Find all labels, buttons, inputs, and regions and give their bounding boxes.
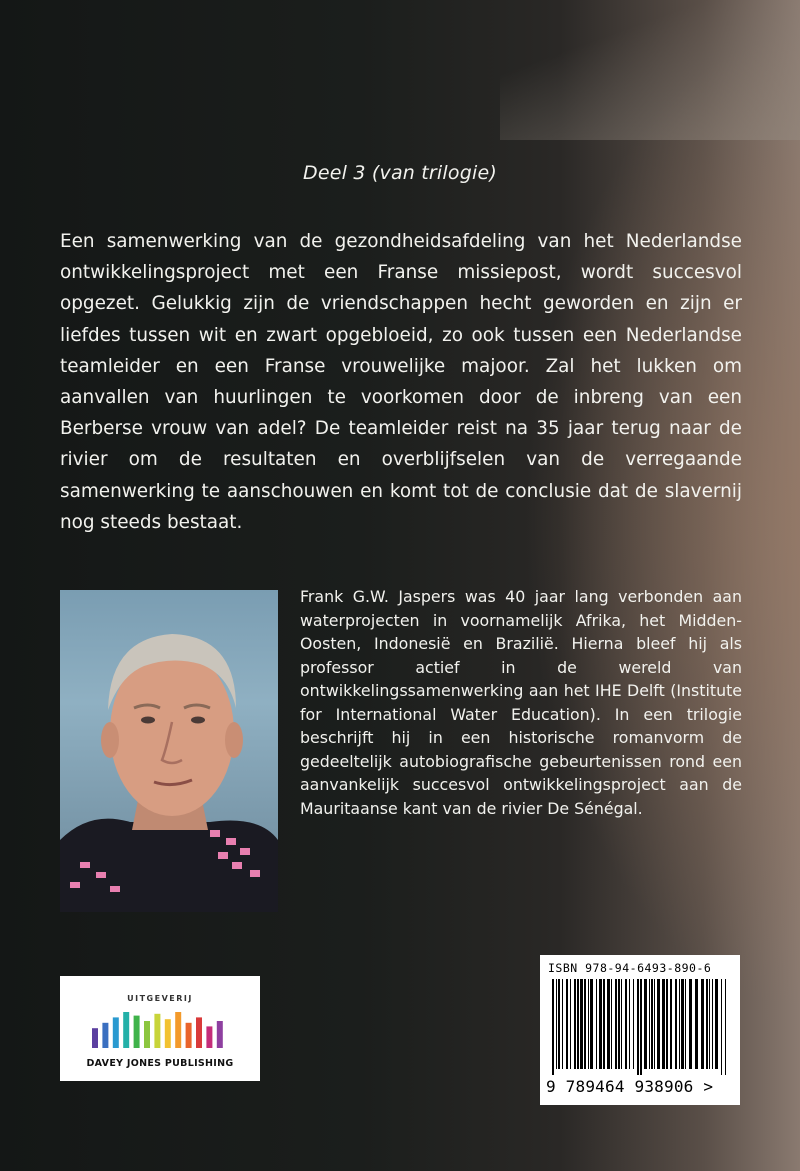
barcode-bar: [651, 979, 653, 1069]
barcode-bar: [679, 979, 680, 1069]
ean-digits: 9 789464 938906 >: [546, 1077, 714, 1096]
barcode-bar: [701, 979, 704, 1069]
book-blurb: Een samenwerking van de gezondheidsafdeling van het Nederlandse ontwikkelingsproject met een Franse missiepost, wordt succesvol opgezet. Gelukkig zijn de vriendschappen hecht geworden en zijn er liefdes tussen wit en zwart opgebloeid, zo ook tussen een Nederlandse teamleider en een Franse vrouwelijke majoor. Zal het lukken om aanvallen van huurlingen te voorkomen door de inbreng van een Berberse vrouw van adel? De teamleider reist na 35 jaar terug naar de rivier om de resultaten en overblijfselen van de verregaande samenwerking te aanschouwen en komt tot de conclusie dat de slavernij nog steeds bestaat.: [60, 231, 742, 533]
publisher-color-bar: [102, 1023, 108, 1048]
barcode-bar: [558, 979, 560, 1069]
barcode-bar: [666, 979, 668, 1069]
series-label: Deel 3 (van trilogie): [303, 162, 497, 184]
barcode-bar: [721, 979, 722, 1075]
publisher-color-bar: [154, 1014, 160, 1048]
barcode-bar: [715, 979, 718, 1069]
barcode-bar: [662, 979, 665, 1069]
barcode-bar: [709, 979, 710, 1069]
barcode-bar: [556, 979, 557, 1069]
barcode-bar: [685, 979, 686, 1069]
barcode-bar: [562, 979, 563, 1069]
barcode-bar: [629, 979, 630, 1069]
barcode-bar: [570, 979, 571, 1069]
barcode-bar: [654, 979, 655, 1069]
publisher-color-bar: [217, 1021, 223, 1048]
publisher-color-bar: [165, 1019, 171, 1048]
barcode-bar: [590, 979, 593, 1069]
isbn-barcode: [540, 955, 740, 1105]
barcode-bar: [670, 979, 672, 1069]
publisher-logo: [60, 976, 260, 1081]
barcode-bar: [644, 979, 647, 1069]
barcode-bar: [689, 979, 692, 1069]
barcode-bar: [675, 979, 677, 1069]
publisher-color-bar: [196, 1017, 202, 1048]
author-photo: [60, 590, 278, 912]
barcode-bar: [615, 979, 617, 1069]
barcode-bar: [599, 979, 602, 1069]
barcode-bar: [618, 979, 620, 1069]
background-glow: [500, 0, 800, 140]
barcode-bar: [625, 979, 627, 1069]
publisher-color-bar: [134, 1016, 140, 1048]
publisher-color-bar: [206, 1026, 212, 1048]
publisher-color-bar: [123, 1012, 129, 1048]
barcode-bar: [640, 979, 642, 1075]
barcode-icon: [550, 979, 730, 1075]
publisher-color-bar: [186, 1023, 192, 1048]
publisher-name: DAVEY JONES PUBLISHING: [86, 1058, 234, 1069]
barcode-bar: [657, 979, 660, 1069]
publisher-color-bar: [92, 1028, 98, 1048]
barcode-bar: [580, 979, 583, 1069]
barcode-bar: [574, 979, 576, 1069]
barcode-bar: [649, 979, 650, 1069]
barcode-bar: [611, 979, 612, 1069]
barcode-bar: [681, 979, 684, 1069]
barcode-bar: [552, 979, 554, 1075]
author-bio: Frank G.W. Jaspers was 40 jaar lang verbonden aan waterprojecten in voornamelijk Afrika, het Midden-Oosten, Indonesië en Brazilië. Hierna bleef hij als professor actief in de wereld van ontwikkelingssamenwerking aan het IHE Delft (Institute for International Water Education). In een trilogie beschrijft hij in een historische romanvorm de gedeeltelijk autobiografische gebeurtenissen rond een aanvankelijk succesvol ontwikkelingsproject aan de Mauritaanse kant van de rivier De Sénégal.: [300, 587, 742, 818]
barcode-bar: [706, 979, 708, 1069]
barcode-bar: [607, 979, 610, 1069]
barcode-bar: [712, 979, 713, 1069]
barcode-bar: [584, 979, 586, 1069]
barcode-bar: [566, 979, 568, 1069]
barcode-bar: [603, 979, 605, 1069]
barcode-bar: [695, 979, 698, 1069]
author-portrait-icon: [60, 590, 278, 912]
isbn-label: ISBN 978-94-6493-890-6: [548, 961, 712, 975]
barcode-bar: [596, 979, 597, 1069]
barcode-bar: [588, 979, 589, 1069]
publisher-color-bar: [144, 1021, 150, 1048]
publisher-color-bar: [175, 1012, 181, 1048]
barcode-bar: [577, 979, 579, 1069]
barcode-bar: [725, 979, 726, 1075]
barcode-bar: [621, 979, 622, 1069]
publisher-top-label: UITGEVERIJ: [127, 994, 193, 1003]
barcode-bar: [637, 979, 639, 1075]
publisher-color-bar: [113, 1017, 119, 1048]
publisher-bars-icon: [92, 1012, 228, 1048]
barcode-bar: [633, 979, 634, 1069]
